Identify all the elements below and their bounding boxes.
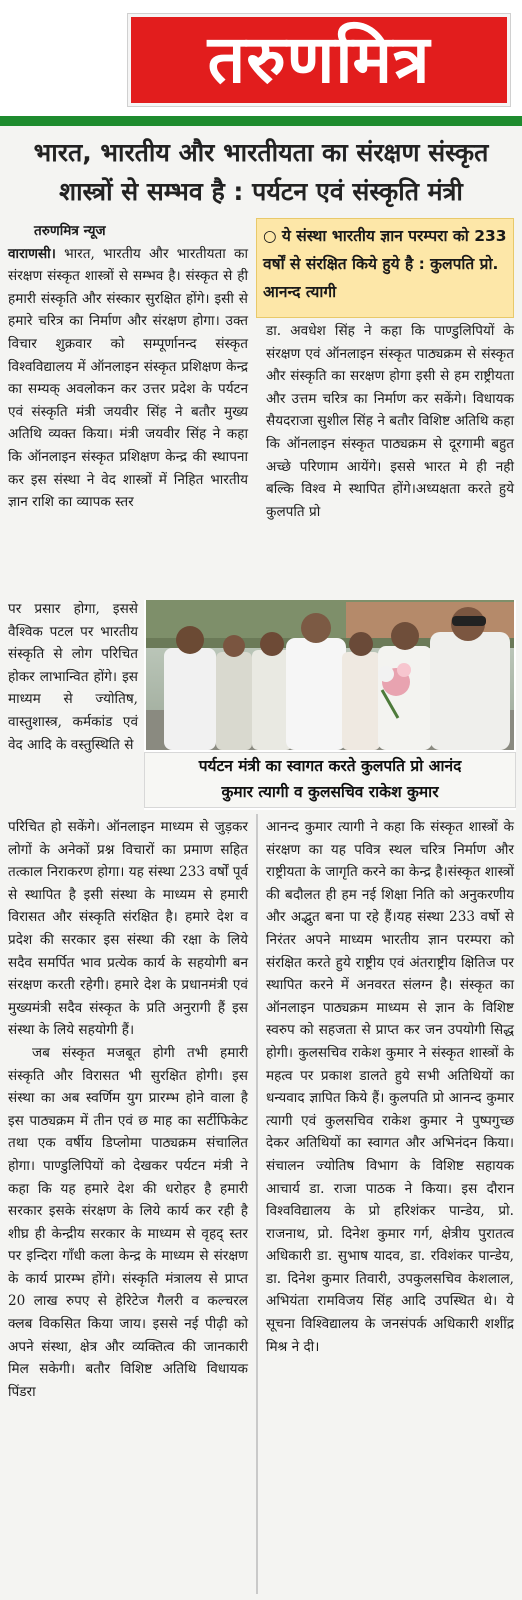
photo-caption <box>144 752 516 808</box>
byline: तरुणमित्र न्यूज <box>34 223 106 239</box>
article-paragraph <box>8 243 248 514</box>
photo-caption-line-1: पर्यटन मंत्री का स्वागत करते कुलपति प्रो आनंद <box>198 757 462 775</box>
article-text: डा. अवधेश सिंह ने कहा कि पाण्डुलिपियों के संरक्षण एवं ऑनलाइन संस्कृत पाठ्यक्रम से संस्कृत और संस्कृति का सरक्षण होगा इसी से हम राष्ट्रीयता और उत्तम चरित्र का निर्माण कर सकेंगे। विधायक सैयदराजा सुशील सिंह ने बतौर विशिष्ट अतिथि कहा कि ऑनलाइन संस्कृत पाठ्यक्रम से दूरगामी बहुत अच्छे परिणाम आयेंगे। इससे भारत मे ही नही बल्कि विश्व मे स्थापित होंगे।अध्यक्षता करते हुये कुलपति प्रो <box>266 323 514 520</box>
article-headline <box>0 134 522 212</box>
article-column-left-top <box>8 220 248 514</box>
article-column-left-bottom <box>8 816 248 1403</box>
masthead-logo <box>128 14 510 106</box>
article-column-right-bottom <box>266 816 514 1358</box>
event-photo <box>146 600 514 750</box>
article-text: पर प्रसार होगा, इससे वैश्विक पटल पर भारतीय संस्कृति से लोग परिचित होकर लाभान्वित होंगे। इस माध्यम से ज्योतिष, वास्तुशास्त्र, कर्मकांड एवं वेद आदि के वस्तुस्थिति से <box>8 601 138 753</box>
article-paragraph: जब संस्कृत मजबूत होगी तभी हमारी संस्कृति और विरासत भी सुरक्षित होगी। इस संस्था का अब स्वर्णिम युग प्रारम्भ होने वाला है इस पाठ्यक्रम में तीन एवं छ माह का सर्टीफिकेट तथा एक वर्षीय डिप्लोमा पाठ्यक्रम संचालित होगा। पाण्डुलिपियों को देखकर पर्यटन मंत्री ने कहा कि यह हमारे देश की धरोहर है हमारी सरकार इसके संरक्षण के लिये कार्य कर रही है शीघ्र ही केन्द्रीय सरकार के माध्यम से वृहद् स्तर पर इन्दिरा गाँधी कला केन्द्र के माध्यम से संरक्षण के कार्य प्रारम्भ होंगे। संस्कृति मंत्रालय से प्राप्त 20 लाख रुपए से हेरिटेज गैलरी व कल्चरल क्लब विकसित किया जाय। इससे नई पीढ़ी को अपने संस्था, क्षेत्र और व्यक्तित्व की जानकारी मिल सकेगी। बतौर विशिष्ट अतिथि विधायक पिंडरा <box>8 1044 248 1400</box>
column-divider <box>256 814 258 1594</box>
article-text: भारत, भारतीय और भारतीयता का संरक्षण संस्कृत शास्त्रों से सम्भव है। संस्कृत से ही हमारी संस्कृति और संस्कार सुरक्षित होंगे। इसी से हमारे चरित्र का निर्माण और संरक्षण होगा। उक्त विचार शुक्रवार को सम्पूर्णानन्द संस्कृत विश्वविद्यालय में ऑनलाइन संस्कृत प्रशिक्षण केन्द्र का सम्यक् अवलोकन कर उत्तर प्रदेश के पर्यटन एवं संस्कृति मंत्री जयवीर सिंह ने बतौर मुख्य अतिथि व्यक्त किया। मंत्री जयवीर सिंह ने कहा कि ऑनलाइन संस्कृत प्रशिक्षण केन्द्र की स्थापना कर इस संस्था ने वेद शास्त्रों में निहित भारतीय ज्ञान राशि का व्यापक स्तर <box>8 245 248 511</box>
headline-line-1: भारत, भारतीय और भारतीयता का संरक्षण संस्कृत <box>33 138 489 167</box>
article-paragraph: परिचित हो सकेंगे। ऑनलाइन माध्यम से जुड़कर लोगों के अनेकों प्रश्न विचारों का प्रमाण सहित तत्काल निराकरण होगा। यह संस्था 233 वर्षों पूर्व से स्थापित है इसी संस्था के माध्यम से हमारी विरासत और संस्कृति संरक्षित है। हमारे देश व प्रदेश की सरकार इस संस्था की रक्षा के लिये सदैव समर्पित भाव प्रत्येक कार्य के सहयोगी बन संरक्षण करती रहेगी। हमारे देश के प्रधानमंत्री एवं मुख्यमंत्री सदैव संस्कृत के प्रति अनुरागी हैं इस संस्था के लिये सहयोगी हैं। <box>8 819 248 1039</box>
masthead-divider <box>0 116 522 126</box>
masthead <box>0 0 522 118</box>
photo-caption-line-2: कुमार त्यागी व कुलसचिव राकेश कुमार <box>221 783 439 801</box>
pull-quote-text: ○ ये संस्था भारतीय ज्ञान परम्परा को 233 वर्षों से संरक्षित किये हुये है : कुलपति प्रो. आनन्द त्यागी <box>263 227 507 301</box>
newspaper-title: तरुणमित्र <box>207 21 431 98</box>
article-photo <box>144 600 516 810</box>
article-text: आनन्द कुमार त्यागी ने कहा कि संस्कृत शास्त्रों के संरक्षण का यह पवित्र स्थल चरित्र निर्माण और राष्ट्रीयता के जागृति करने का केन्द्र है।संस्कृत शास्त्रों की बदौलत ही हम नई शिक्षा निति को अनुकरणीय और अद्भुत बना पा रहे हैं।यह संस्था 233 वर्षो से निरंतर अपने माध्यम भारतीय ज्ञान परम्परा को संरक्षित करते हुये राष्ट्रीय एवं अंतराष्ट्रीय क्षितिज पर स्थापित करने में अनवरत संलग्न है। संस्कृत का ऑनलाइन पाठ्यक्रम माध्यम से ज्ञान के विशिष्ट स्वरुप को सहजता से प्राप्त कर जन उपयोगी सिद्ध होगी। कुलसचिव राकेश कुमार ने संस्कृत शास्त्रों के महत्व पर प्रकाश डालते हुये सभी अतिथियों का धन्यवाद ज्ञापित किये हैं। कुलपति प्रो आनन्द कुमार त्यागी एवं कुलसचिव राकेश कुमार ने पुष्पगुच्छ देकर अतिथियों का स्वागत और अभिनंदन किया। संचालन ज्योतिष विभाग के विशिष्ट सहायक आचार्य डा. राजा पाठक ने किया। इस दौरान विश्वविद्यालय के प्रो हरिशंकर पान्डेय, प्रो. राजनाथ, प्रो. दिनेश कुमार गर्ग, क्षेत्रीय पुरातत्व अधिकारी डा. सुभाष यादव, डा. रविशंकर पान्डेय, डा. दिनेश कुमार तिवारी, उपकुलसचिव केशलाल, अभियंता रामविजय सिंह आदि उपस्थित थे। ये सूचना विश्विद्यालय के जनसंपर्क अधिकारी शशींद्र मिश्र ने दी। <box>266 819 514 1355</box>
article-column-right-top <box>266 320 514 523</box>
article-column-left-narrow <box>8 598 138 756</box>
headline-line-2: शास्त्रों से सम्भव है : पर्यटन एवं संस्कृति मंत्री <box>59 177 463 206</box>
pull-quote-box <box>256 218 514 318</box>
dateline: वाराणसी। <box>8 245 56 262</box>
photo-illustration <box>146 600 514 750</box>
